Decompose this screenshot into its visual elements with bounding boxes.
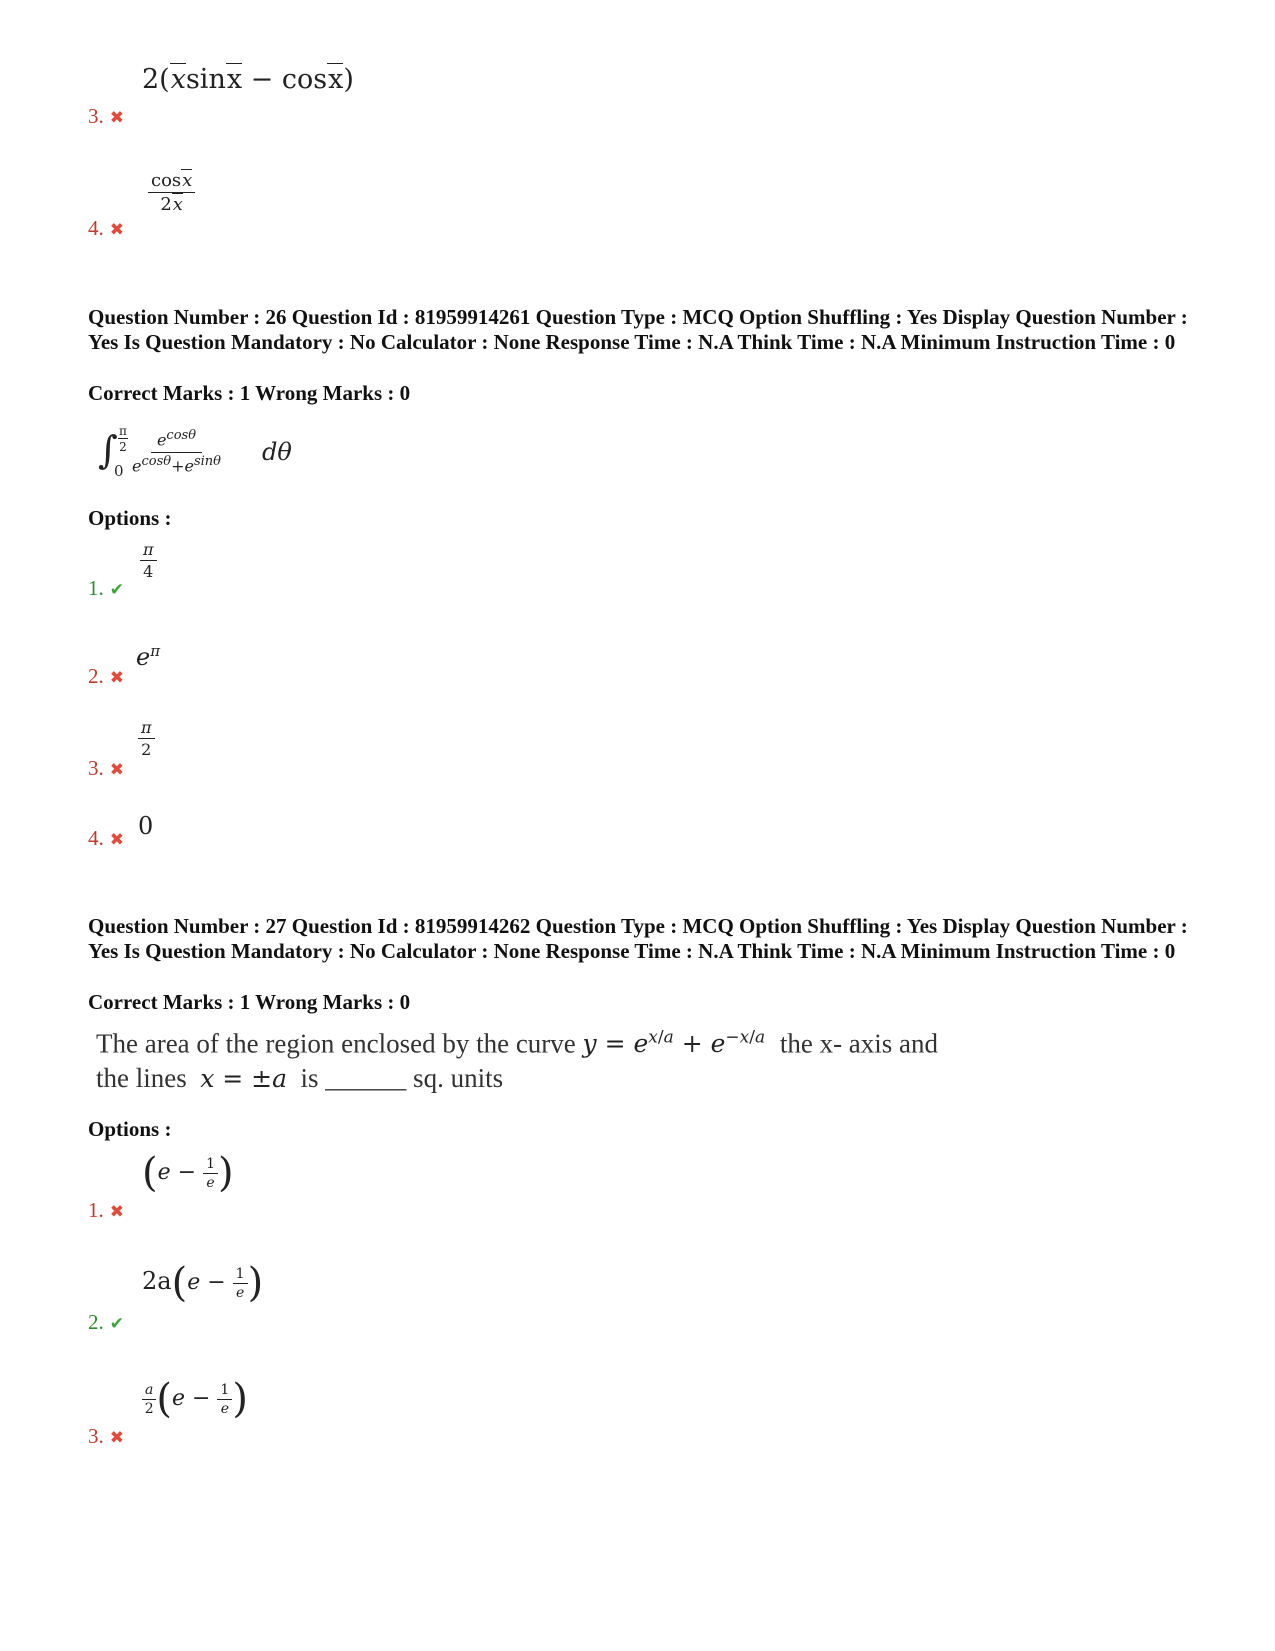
wrong-icon: ✖ bbox=[109, 668, 124, 688]
q26-option-4-expr: 0 bbox=[138, 812, 154, 840]
q26-meta: Question Number : 26 Question Id : 81959914261 Question Type : MCQ Option Shuffling : Yes Display Question Number : Yes Is Question Mandatory : No Calculator : None Response Time : N.A Think Time : N.A Minimum Instruction Time : 0 bbox=[88, 305, 1188, 354]
q27-text-line-2: the lines x = ±a is ______ sq. units bbox=[96, 1063, 504, 1093]
differential: dθ bbox=[262, 438, 292, 466]
wrong-icon: ✖ bbox=[109, 830, 124, 850]
q26-marks: Correct Marks : 1 Wrong Marks : 0 bbox=[88, 381, 411, 405]
wrong-icon: ✖ bbox=[109, 1428, 124, 1448]
q27-option-3-expr: $\frac{a}{2}$ (e − $\frac{1}{e}$ ) bbox=[142, 1376, 248, 1422]
option-number: 2. bbox=[88, 664, 104, 688]
integrand: $\frac{e^{cos\theta}}{e^{cos\theta}+e^{sin\theta}}$ bbox=[132, 428, 221, 476]
q27-option-2[interactable] bbox=[88, 1310, 124, 1335]
wrong-icon: ✖ bbox=[109, 108, 124, 128]
wrong-icon: ✖ bbox=[109, 760, 124, 780]
q27-option-1[interactable] bbox=[88, 1198, 124, 1223]
check-icon: ✔ bbox=[109, 1314, 124, 1334]
q27-option-1-expr: (e − $\frac{1}{e}$ ) bbox=[142, 1150, 234, 1196]
q27-text-line-1: The area of the region enclosed by the curve $y = e^{x/a} + e^{-x/a}$ the x- axis and bbox=[96, 1028, 939, 1059]
curve-equation: $y = e^{x/a} + e^{-x/a}$ bbox=[582, 1028, 766, 1059]
q26-option-1-expr: $\frac{\pi}{4}$ bbox=[140, 540, 157, 581]
q26-option-3[interactable] bbox=[88, 756, 124, 781]
wrong-icon: ✖ bbox=[109, 220, 124, 240]
option-number: 3. bbox=[88, 104, 104, 128]
q26-options-label: Options : bbox=[88, 506, 172, 530]
prev-option-4-expr: $\frac{\cos x}{2x}$ bbox=[148, 170, 195, 215]
prev-option-4 bbox=[88, 216, 124, 241]
q26-option-2[interactable] bbox=[88, 664, 124, 689]
option-number: 4. bbox=[88, 826, 104, 850]
a-over-2: $\frac{a}{2}$ bbox=[142, 1382, 156, 1417]
prev-option-3 bbox=[88, 104, 124, 129]
prev-option-3-expr: 2(xsinx − cosx) bbox=[142, 64, 354, 95]
q27-option-2-expr: 2a(e − $\frac{1}{e}$ ) bbox=[142, 1260, 264, 1306]
option-number: 2. bbox=[88, 1310, 104, 1334]
option-number: 3. bbox=[88, 1424, 104, 1448]
q26-option-1[interactable] bbox=[88, 576, 124, 601]
wrong-icon: ✖ bbox=[109, 1202, 124, 1222]
integral-sign: ∫ bbox=[98, 428, 118, 472]
q26-option-3-expr: $\frac{\pi}{2}$ bbox=[138, 718, 155, 759]
q26-option-2-expr: $e^\pi$ bbox=[136, 642, 161, 671]
q26-option-4[interactable] bbox=[88, 826, 124, 851]
check-icon: ✔ bbox=[109, 580, 124, 600]
q27-marks: Correct Marks : 1 Wrong Marks : 0 bbox=[88, 990, 411, 1014]
q27-option-3[interactable] bbox=[88, 1424, 124, 1449]
q26-integral bbox=[98, 424, 308, 484]
lower-limit: 0 bbox=[114, 462, 124, 480]
option-number: 4. bbox=[88, 216, 104, 240]
option-number: 1. bbox=[88, 576, 104, 600]
q27-options-label: Options : bbox=[88, 1117, 172, 1141]
option-number: 3. bbox=[88, 756, 104, 780]
upper-limit: $\frac{\pi}{2}$ bbox=[119, 424, 127, 454]
lines-equation: x = ±a bbox=[200, 1064, 288, 1093]
option-number: 1. bbox=[88, 1198, 104, 1222]
q27-meta: Question Number : 27 Question Id : 81959914262 Question Type : MCQ Option Shuffling : Yes Display Question Number : Yes Is Question Mandatory : No Calculator : None Response Time : N.A Think Time : N.A Minimum Instruction Time : 0 bbox=[88, 914, 1188, 963]
